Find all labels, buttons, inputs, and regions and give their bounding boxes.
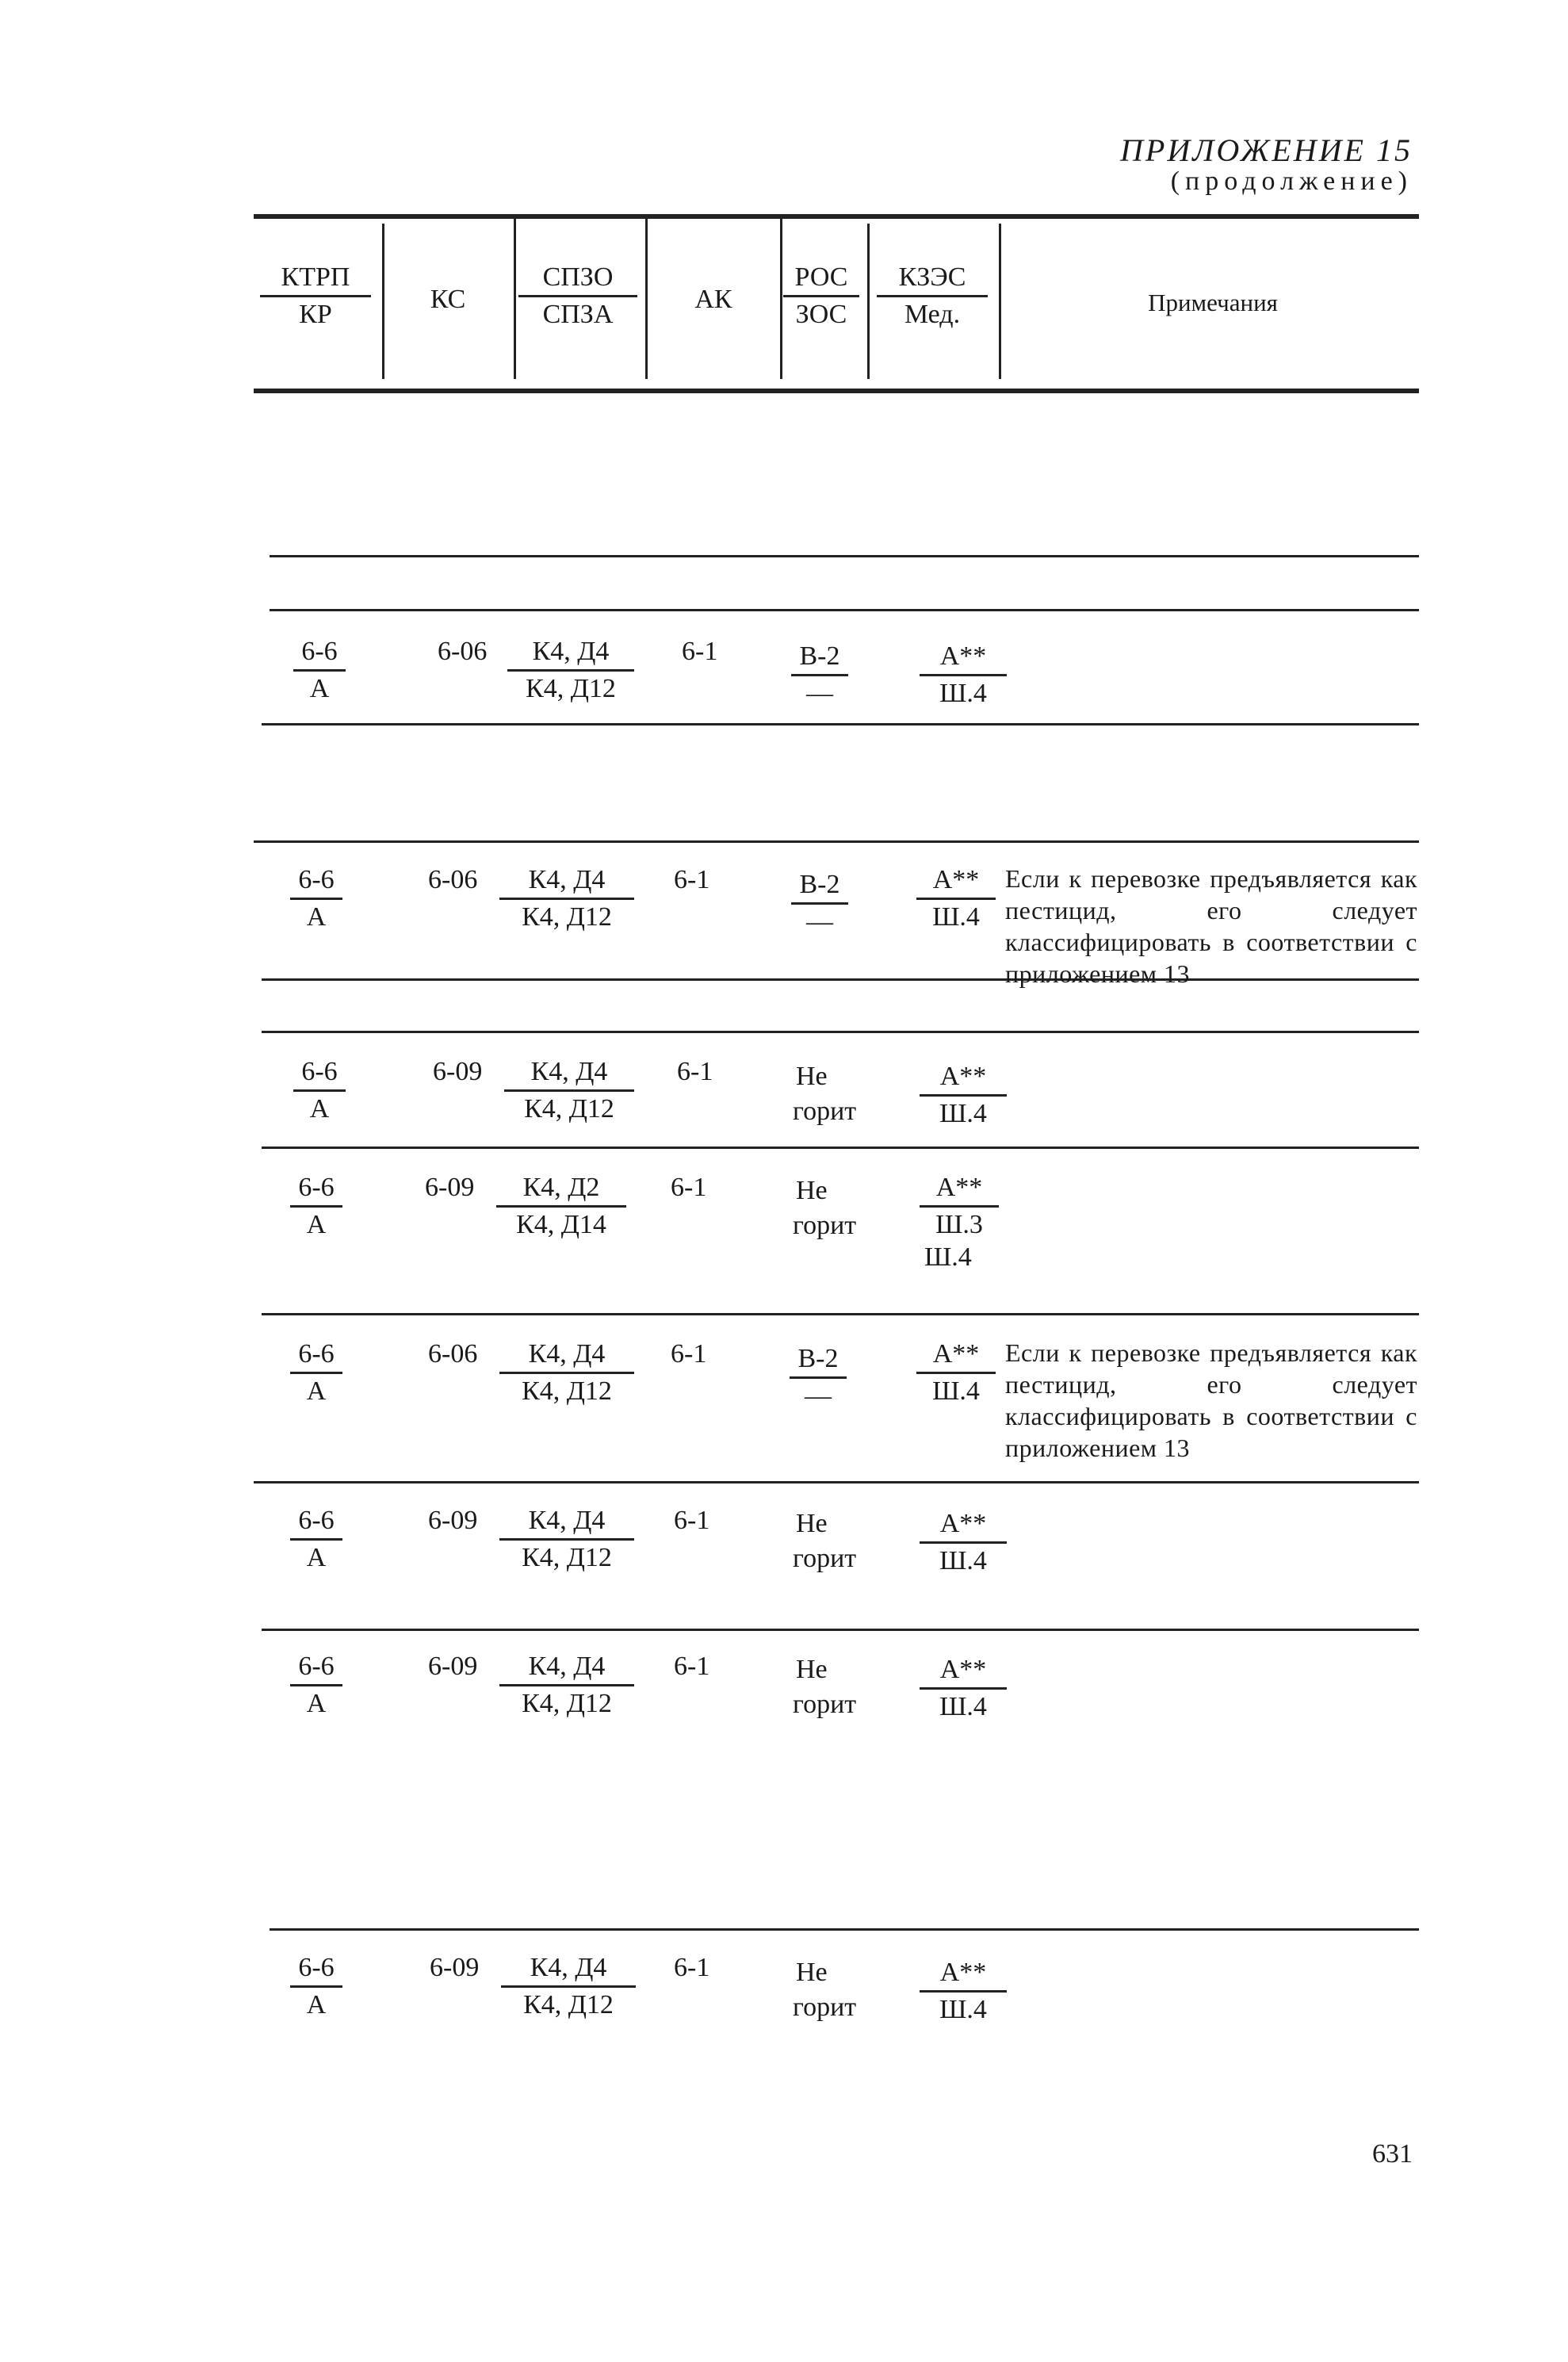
row-separator bbox=[262, 1031, 1419, 1033]
appendix-subtitle: (продолжение) bbox=[1170, 167, 1413, 196]
col-divider bbox=[780, 219, 782, 379]
row-4-ros: Не bbox=[796, 1176, 828, 1205]
header-ros-zos: РОС ЗОС bbox=[783, 260, 859, 332]
row-4-spzo-spza: К4, Д2 К4, Д14 bbox=[496, 1170, 626, 1242]
row-7-ak: 6-1 bbox=[674, 1652, 710, 1681]
row-7-kzes-med: А** Ш.4 bbox=[920, 1652, 1007, 1725]
row-3-ak: 6-1 bbox=[677, 1057, 713, 1086]
row-2-kzes-med: А** Ш.4 bbox=[916, 863, 996, 935]
row-6-ros: Не bbox=[796, 1509, 828, 1538]
row-2-ktrp-kr: 6-6 А bbox=[290, 863, 342, 935]
header-kzes-med: КЗЭС Мед. bbox=[877, 260, 988, 332]
col-divider bbox=[867, 224, 870, 379]
page-number: 631 bbox=[1372, 2139, 1413, 2169]
header-ktrp-kr: КТРП КР bbox=[260, 260, 371, 332]
row-8-spzo-spza: К4, Д4 К4, Д12 bbox=[501, 1950, 636, 2023]
row-3-spzo-spza: К4, Д4 К4, Д12 bbox=[504, 1055, 634, 1127]
row-5-spzo-spza: К4, Д4 К4, Д12 bbox=[499, 1337, 634, 1409]
row-2-spzo-spza: К4, Д4 К4, Д12 bbox=[499, 863, 634, 935]
row-4-ak: 6-1 bbox=[671, 1173, 707, 1202]
row-5-kzes-med: А** Ш.4 bbox=[916, 1337, 996, 1409]
row-6-ak: 6-1 bbox=[674, 1506, 710, 1535]
row-6-ks: 6-09 bbox=[428, 1506, 478, 1535]
row-8-kzes-med: А** Ш.4 bbox=[920, 1955, 1007, 2027]
row-4-kzes-med: А** Ш.3 bbox=[920, 1170, 999, 1242]
row-separator bbox=[254, 840, 1419, 843]
row-7-zos: горит bbox=[793, 1690, 857, 1719]
row-3-zos: горит bbox=[793, 1097, 857, 1126]
row-separator bbox=[270, 609, 1419, 611]
row-5-ros-zos: В-2 — bbox=[790, 1342, 847, 1414]
col-divider bbox=[645, 219, 648, 379]
row-5-note: Если к перевозке предъявляется как пестицид, его следует классифицировать в соответствии с приложением 13 bbox=[1005, 1338, 1417, 1462]
row-6-kzes-med: А** Ш.4 bbox=[920, 1506, 1007, 1579]
row-separator bbox=[270, 1928, 1419, 1931]
row-separator bbox=[262, 1313, 1419, 1315]
row-8-ros: Не bbox=[796, 1958, 828, 1987]
row-4-ks: 6-09 bbox=[425, 1173, 475, 1202]
row-8-ak: 6-1 bbox=[674, 1953, 710, 1982]
row-1-spzo-spza: К4, Д4 К4, Д12 bbox=[507, 634, 634, 706]
header-ak: АК bbox=[694, 285, 732, 314]
row-4-zos: горит bbox=[793, 1211, 857, 1240]
row-1-ros-zos: В-2 — bbox=[791, 639, 848, 711]
row-8-ktrp-kr: 6-6 А bbox=[290, 1950, 342, 2023]
row-1-kzes-med: А** Ш.4 bbox=[920, 639, 1007, 711]
row-7-ros: Не bbox=[796, 1655, 828, 1684]
row-5-ktrp-kr: 6-6 А bbox=[290, 1337, 342, 1409]
row-3-ros: Не bbox=[796, 1062, 828, 1091]
table-top-rule bbox=[254, 214, 1419, 219]
row-2-ros-zos: В-2 — bbox=[791, 867, 848, 940]
appendix-title: ПРИЛОЖЕНИЕ 15 bbox=[1120, 132, 1413, 168]
row-1-ak: 6-1 bbox=[682, 637, 718, 666]
row-5-ks: 6-06 bbox=[428, 1339, 478, 1369]
row-separator bbox=[262, 1629, 1419, 1631]
row-1-ks: 6-06 bbox=[438, 637, 488, 666]
row-4-ktrp-kr: 6-6 А bbox=[290, 1170, 342, 1242]
row-6-spzo-spza: К4, Д4 К4, Д12 bbox=[499, 1503, 634, 1575]
row-2-ks: 6-06 bbox=[428, 865, 478, 894]
row-7-ks: 6-09 bbox=[428, 1652, 478, 1681]
header-spzo-spza: СПЗО СПЗА bbox=[518, 260, 637, 332]
row-3-kzes-med: А** Ш.4 bbox=[920, 1059, 1007, 1131]
row-7-ktrp-kr: 6-6 А bbox=[290, 1649, 342, 1721]
row-1-ktrp-kr: 6-6 А bbox=[293, 634, 346, 706]
row-7-spzo-spza: К4, Д4 К4, Д12 bbox=[499, 1649, 634, 1721]
col-divider bbox=[514, 219, 516, 379]
row-2-ak: 6-1 bbox=[674, 865, 710, 894]
row-2-note: Если к перевозке предъявляется как пестицид, его следует классифицировать в соответствии с приложением 13 bbox=[1005, 864, 1417, 988]
row-8-zos: горит bbox=[793, 1993, 857, 2022]
row-8-ks: 6-09 bbox=[430, 1953, 480, 1982]
header-ks: КС bbox=[430, 285, 466, 314]
row-4-med-extra: Ш.4 bbox=[924, 1242, 972, 1272]
table-header-bottom-rule bbox=[254, 389, 1419, 393]
row-separator bbox=[262, 1147, 1419, 1149]
row-separator bbox=[254, 1481, 1419, 1483]
row-3-ks: 6-09 bbox=[433, 1057, 483, 1086]
col-divider bbox=[999, 224, 1001, 379]
row-6-ktrp-kr: 6-6 А bbox=[290, 1503, 342, 1575]
row-separator bbox=[270, 555, 1419, 557]
row-5-ak: 6-1 bbox=[671, 1339, 707, 1369]
row-3-ktrp-kr: 6-6 А bbox=[293, 1055, 346, 1127]
row-6-zos: горит bbox=[793, 1544, 857, 1573]
row-separator bbox=[262, 723, 1419, 725]
col-divider bbox=[382, 224, 384, 379]
header-notes: Примечания bbox=[1148, 289, 1278, 316]
